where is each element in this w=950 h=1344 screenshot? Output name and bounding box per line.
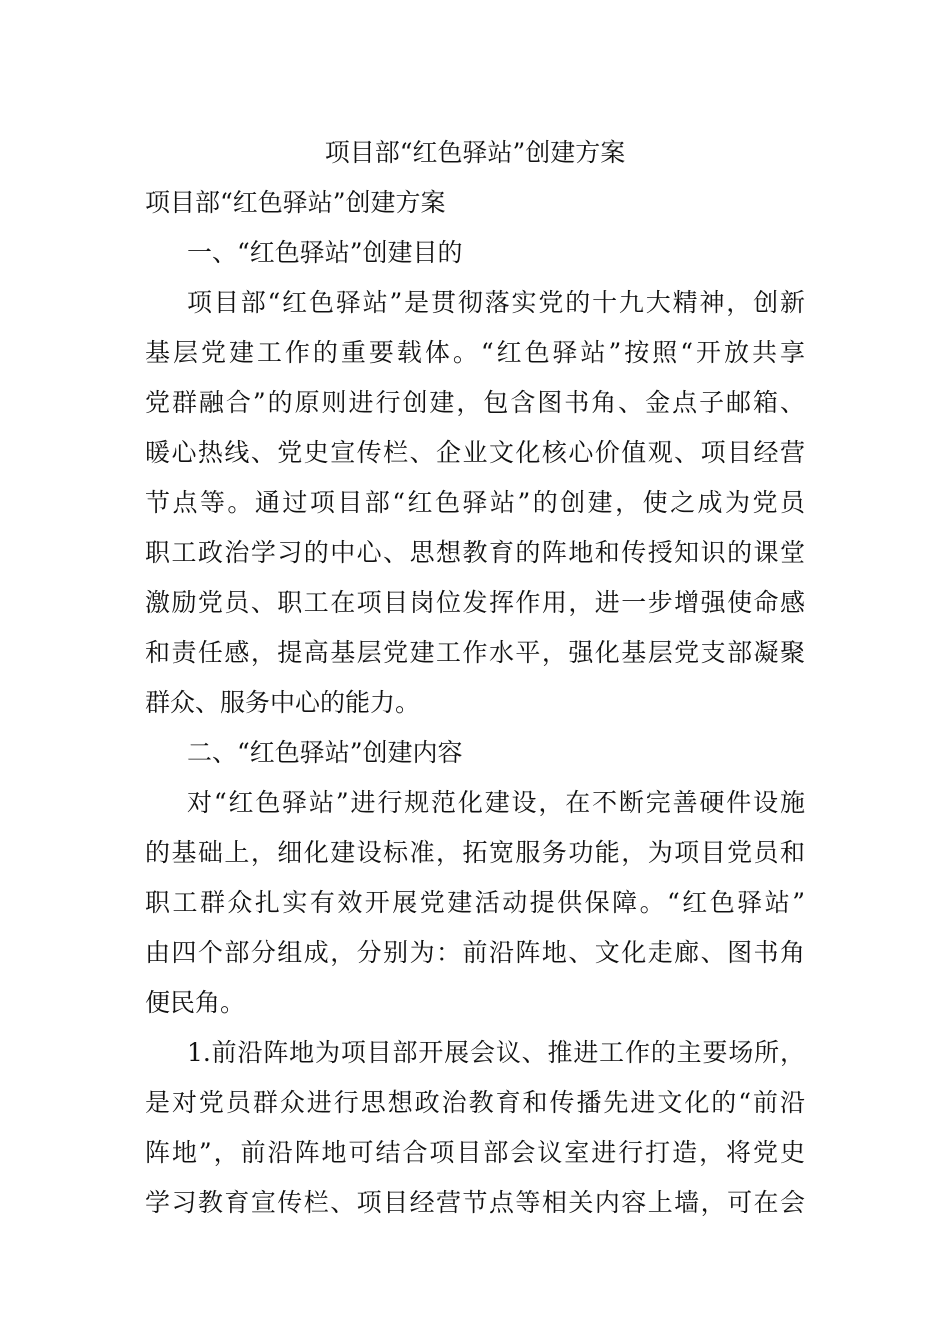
- document-body: [145, 178, 805, 1228]
- text-line: 是对党员群众进行思想政治教育和传播先进文化的“前沿: [145, 1088, 805, 1117]
- text-line: 基层党建工作的重要载体。“红色驿站”按照“开放共享: [145, 338, 805, 367]
- text-line: 节点等。通过项目部“红色驿站”的创建，使之成为党员: [145, 488, 805, 517]
- text-line: 便民角。: [145, 988, 246, 1017]
- text-line: 暖心热线、党史宣传栏、企业文化核心价值观、项目经营: [145, 438, 805, 467]
- text-line: 项目部“红色驿站”是贯彻落实党的十九大精神，创新: [187, 288, 805, 317]
- text-line: 群众、服务中心的能力。: [145, 688, 421, 717]
- text-line: 项目部“红色驿站”创建方案: [145, 188, 446, 217]
- text-line: 和责任感，提高基层党建工作水平，强化基层党支部凝聚: [145, 638, 805, 667]
- document-title: 项目部“红色驿站”创建方案: [324, 138, 626, 167]
- text-line: 阵地”，前沿阵地可结合项目部会议室进行打造，将党史: [145, 1138, 805, 1167]
- text-line: 激励党员、职工在项目岗位发挥作用，进一步增强使命感: [145, 588, 805, 617]
- text-line: 由四个部分组成，分别为：前沿阵地、文化走廊、图书角: [145, 938, 805, 967]
- text-line: 一、“红色驿站”创建目的: [187, 238, 463, 267]
- text-line: 对“红色驿站”进行规范化建设，在不断完善硬件设施: [187, 788, 805, 817]
- text-line: 二、“红色驿站”创建内容: [187, 738, 463, 767]
- text-line: 学习教育宣传栏、项目经营节点等相关内容上墙，可在会: [145, 1188, 805, 1217]
- text-line: 职工政治学习的中心、思想教育的阵地和传授知识的课堂: [145, 538, 805, 567]
- text-line: 1.前沿阵地为项目部开展会议、推进工作的主要场所，: [187, 1038, 805, 1067]
- text-line: 党群融合”的原则进行创建，包含图书角、金点子邮箱、: [145, 388, 805, 417]
- text-line: 的基础上，细化建设标准，拓宽服务功能，为项目党员和: [145, 838, 805, 867]
- text-line: 职工群众扎实有效开展党建活动提供保障。“红色驿站”: [145, 888, 805, 917]
